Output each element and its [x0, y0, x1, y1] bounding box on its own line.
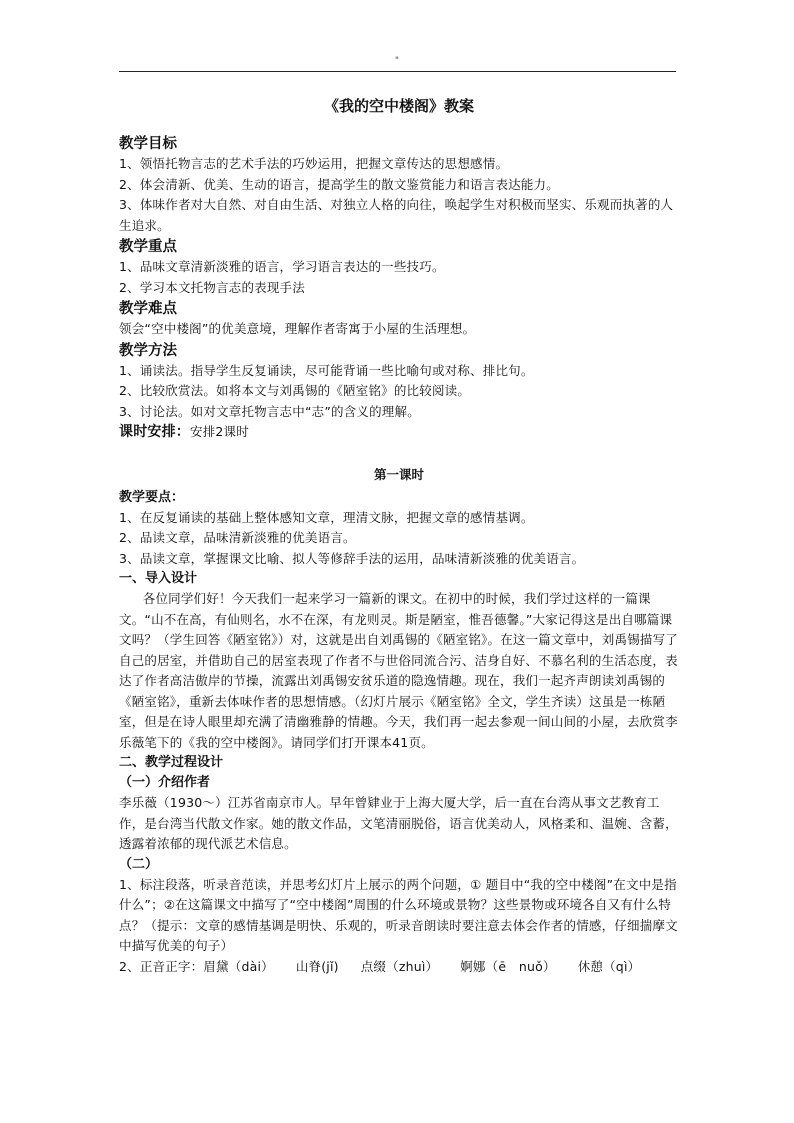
goal-item: 3、体味作者对大自然、对自由生活、对独立人格的向往，唤起学生对积极而坚实、乐观而执著的人生追求。: [119, 197, 674, 233]
lesson-points-heading: 教学要点：: [119, 489, 185, 505]
schedule-label: 课时安排：: [119, 424, 190, 440]
part2-heading: （二）: [119, 856, 159, 872]
pinyin-label: 2、正音正字：: [119, 958, 204, 974]
author-heading: （一）介绍作者: [119, 775, 211, 790]
key-point-item: 1、品味文章清新淡雅的语言，学习语言表达的一些技巧。: [119, 259, 445, 274]
intro-heading: 一、导入设计: [119, 571, 198, 586]
key-points-heading: 教学重点: [119, 239, 177, 255]
lesson-point-item: 1、在反复诵读的基础上整体感知文章，理清文脉，把握文章的感情基调。: [119, 509, 534, 525]
pinyin-item: 婀娜（ē nuǒ）: [460, 958, 556, 974]
part2-item-2: [119, 957, 679, 978]
lesson-point-item: 2、品读文章，品味清新淡雅的优美语言。: [119, 530, 356, 545]
lesson-point-item: 3、品读文章，掌握课文比喻、拟人等修辞手法的运用，品味清新淡雅的优美语言。: [119, 550, 585, 566]
schedule-value: 安排2课时: [190, 424, 249, 439]
pinyin-item: 山脊(jǐ): [295, 958, 339, 974]
goal-item: 2、体会清新、优美、生动的语言，提高学生的散文鉴赏能力和语言表达能力。: [119, 176, 559, 192]
pinyin-item: 休憩（qì）: [577, 958, 641, 974]
intro-paragraph: 各位同学们好！今天我们一起来学习一篇新的课文。在初中的时候，我们学过这样的一篇课文。“山不在高，有仙则名，水不在深，有龙则灵。斯是陋室，惟吾德馨。”大家记得这是出自哪篇课文吗？（学生回答《陋室铭》）对，这就是出自刘禹锡的《陋室铭》。在这一篇文章中，刘禹锡描写了自己的居室，并借助自己的居室表现了作者不与世俗同流合污、洁身自好、不慕名利的生活态度，表达了作者高洁傲岸的节操，流露出刘禹锡安贫乐道的隐逸情趣。现在，我们一起齐声朗读刘禹锡的《陋室铭》，重新去体味作者的思想情感。（幻灯片展示《陋室铭》全文，学生齐读）这虽是一栋陋室，但是在诗人眼里却充满了清幽雅静的情趣。今天，我们再一起去参观一间山间的小屋，去欣赏李乐薇笔下的《我的空中楼阁》。请同学们打开课本41页。: [119, 591, 679, 750]
key-point-item: 2、学习本文托物言志的表现手法: [119, 279, 305, 295]
header-mark: ": [394, 56, 400, 66]
author-paragraph: 李乐薇（1930～）江苏省南京市人。早年曾肄业于上海大厦大学，后一直在台湾从事文艺教育工作，是台湾当代散文作家。她的散文作品，文笔清丽脱俗，语言优美动人，风格柔和、温婉、含蓄，透露着浓郁的现代派艺术信息。: [119, 795, 678, 851]
difficulty-text: 领会“空中楼阁”的优美意境，理解作者寄寓于小屋的生活理想。: [119, 321, 476, 336]
method-item: 1、诵读法。指导学生反复诵读，尽可能背诵一些比喻句或对称、排比句。: [119, 362, 534, 378]
method-item: 2、比较欣赏法。如将本文与刘禹锡的《陋室铭》的比较阅读。: [119, 383, 471, 398]
schedule-line: [119, 422, 679, 443]
document-body: [119, 96, 679, 977]
part2-item-1: 1、标注段落，听录音范读，并思考幻灯片上展示的两个问题，① 题目中“我的空中楼阁”在文中是指什么”；②在这篇课文中描写了“空中楼阁”周围的什么环境或景物？这些景物或环境各自又有什么特点？（提示：文章的感情基调是明快、乐观的，听录音朗读时要注意去体会作者的情感，仔细揣摩文中描写优美的句子）: [119, 876, 678, 953]
method-item: 3、讨论法。如对文章托物言志中“志”的含义的理解。: [119, 403, 420, 419]
difficulty-heading: 教学难点: [119, 301, 177, 317]
goal-item: 1、领悟托物言志的艺术手法的巧妙运用，把握文章传达的思想感情。: [119, 156, 509, 171]
pinyin-item: 眉黛（dài）: [203, 958, 274, 974]
process-heading: 二、教学过程设计: [119, 755, 224, 770]
methods-heading: 教学方法: [119, 342, 177, 359]
goals-heading: 教学目标: [119, 136, 177, 152]
header-rule: [119, 71, 676, 72]
pinyin-item: 点缀（zhuì）: [360, 958, 439, 974]
lesson-title: 第一课时: [373, 466, 424, 482]
document-title: 《我的空中楼阁》教案: [323, 97, 474, 115]
